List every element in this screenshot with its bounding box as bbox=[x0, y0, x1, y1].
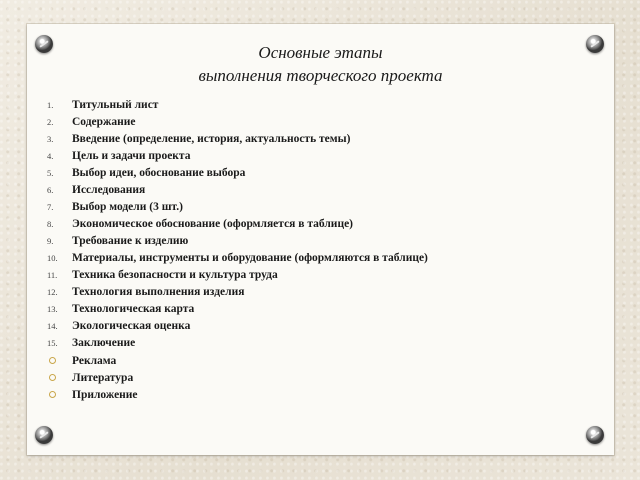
item-text: Титульный лист bbox=[72, 99, 159, 111]
list-item bbox=[0, 267, 520, 284]
list-item bbox=[0, 199, 520, 216]
pushpin-icon bbox=[586, 426, 604, 444]
list-item bbox=[0, 250, 520, 267]
item-number: 3. bbox=[47, 134, 54, 144]
list-item bbox=[0, 335, 520, 352]
item-text: Введение (определение, история, актуальность темы) bbox=[72, 133, 351, 145]
list-item bbox=[0, 97, 520, 114]
item-text: Технологическая карта bbox=[72, 303, 195, 315]
list-item bbox=[0, 114, 520, 131]
item-text: Заключение bbox=[72, 337, 136, 349]
item-text: Материалы, инструменты и оборудование (оформляются в таблице) bbox=[72, 252, 428, 264]
item-number: 9. bbox=[47, 236, 54, 246]
bullet-item bbox=[0, 353, 520, 370]
item-number: 7. bbox=[47, 202, 54, 212]
item-text: Литература bbox=[72, 372, 134, 384]
item-number: 2. bbox=[47, 117, 54, 127]
item-text: Технология выполнения изделия bbox=[72, 286, 245, 298]
slide-title-line1: Основные этапы bbox=[258, 43, 383, 62]
circle-bullet-icon bbox=[49, 391, 56, 398]
item-text: Экономическое обоснование (оформляется в таблице) bbox=[72, 218, 353, 230]
item-number: 10. bbox=[47, 253, 58, 263]
item-number: 15. bbox=[47, 338, 58, 348]
list-item bbox=[0, 284, 520, 301]
item-text: Приложение bbox=[72, 389, 138, 401]
item-text: Требование к изделию bbox=[72, 235, 189, 247]
list-item bbox=[0, 301, 520, 318]
bullet-item bbox=[0, 387, 520, 404]
list-item bbox=[0, 216, 520, 233]
item-number: 1. bbox=[47, 100, 54, 110]
circle-bullet-icon bbox=[49, 357, 56, 364]
item-number: 12. bbox=[47, 287, 58, 297]
list-item bbox=[0, 182, 520, 199]
list-item bbox=[0, 131, 520, 148]
item-number: 11. bbox=[47, 270, 58, 280]
circle-bullet-icon bbox=[49, 374, 56, 381]
item-number: 6. bbox=[47, 185, 54, 195]
item-text: Цель и задачи проекта bbox=[72, 150, 191, 162]
item-text: Выбор модели (3 шт.) bbox=[72, 201, 183, 213]
list-item bbox=[0, 318, 520, 335]
list-item bbox=[0, 165, 520, 182]
item-text: Реклама bbox=[72, 355, 117, 367]
item-text: Исследования bbox=[72, 184, 146, 196]
item-number: 8. bbox=[47, 219, 54, 229]
list-item bbox=[0, 148, 520, 165]
item-text: Выбор идеи, обоснование выбора bbox=[72, 167, 246, 179]
item-number: 14. bbox=[47, 321, 58, 331]
item-text: Содержание bbox=[72, 116, 136, 128]
item-number: 13. bbox=[47, 304, 58, 314]
item-number: 5. bbox=[47, 168, 54, 178]
list-item bbox=[0, 233, 520, 250]
item-text: Техника безопасности и культура труда bbox=[72, 269, 278, 281]
item-text: Экологическая оценка bbox=[72, 320, 191, 332]
item-number: 4. bbox=[47, 151, 54, 161]
slide-title-line2: выполнения творческого проекта bbox=[198, 66, 443, 85]
bullet-item bbox=[0, 370, 520, 387]
pushpin-icon bbox=[35, 426, 53, 444]
